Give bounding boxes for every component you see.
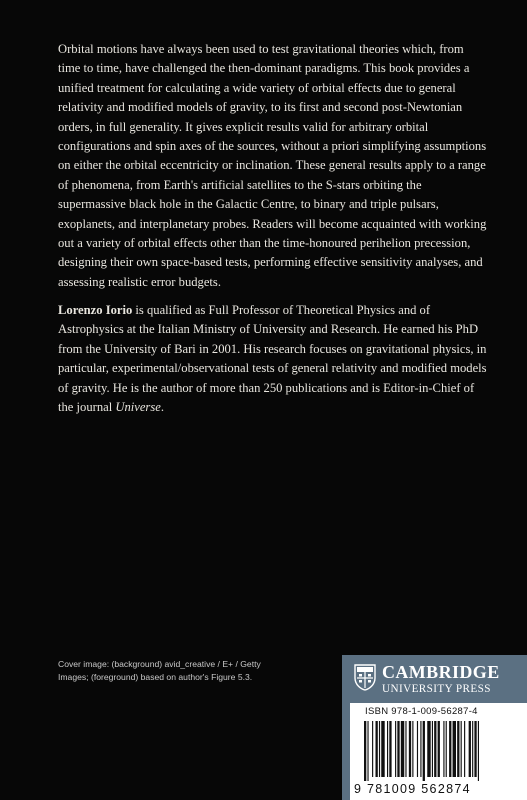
book-description: Orbital motions have always been used to test gravitational theories which, from time to time, have challenged the then-dominant paradigms. This book provides a unified treatment for calculating a wide variety of orbital effects due to general relativity and modified models of gravity, to its first and second post-Newtonian orders, in full generality. It gives explicit results valid for arbitrary orbital configurations and spin axes of the sources, without a priori simplifying assumptions on either the orbital eccentricity or inclination. These general results apply to a range of phenomena, from Earth's artificial satellites to the S-stars orbiting the supermassive black hole in the Galactic Centre, to binary and triple pulsars, exoplanets, and interplanetary probes. Readers will become acquainted with working out a variety of orbital effects other than the time-honoured perihelion precession, designing their own space-based tests, performing effective sensitivity analyses, and assessing realistic error budgets.: [58, 42, 487, 289]
cover-image-credit: Cover image: (background) avid_creative / E+ / Getty Images; (foreground) based on author's Figure 5.3.: [58, 659, 261, 683]
author-name: Lorenzo Iorio: [58, 303, 133, 317]
barcode-digits: 9 781009 562874: [354, 782, 471, 796]
isbn-text: ISBN 978-1-009-56287-4: [365, 706, 478, 717]
author-bio-text: is qualified as Full Professor of Theoretical Physics and of Astrophysics at the Italian Ministry of University and Research. He earned his PhD from the University of Bari in 2001. His research focuses on gravitational physics, in particular, experimental/observational tests of general relativity and modified models of gravity. He is the author of more than 250 publications and is Editor-in-Chief of the journal: [58, 303, 487, 415]
journal-name: Universe: [115, 400, 161, 415]
author-bio: [58, 301, 488, 417]
barcode-bars: [360, 721, 520, 781]
author-bio-end: .: [160, 400, 164, 415]
publisher-subtitle: UNIVERSITY PRESS: [382, 683, 491, 695]
publisher-name: CAMBRIDGE: [382, 662, 500, 682]
barcode-label: [350, 703, 527, 800]
barcode-area: [342, 678, 527, 800]
